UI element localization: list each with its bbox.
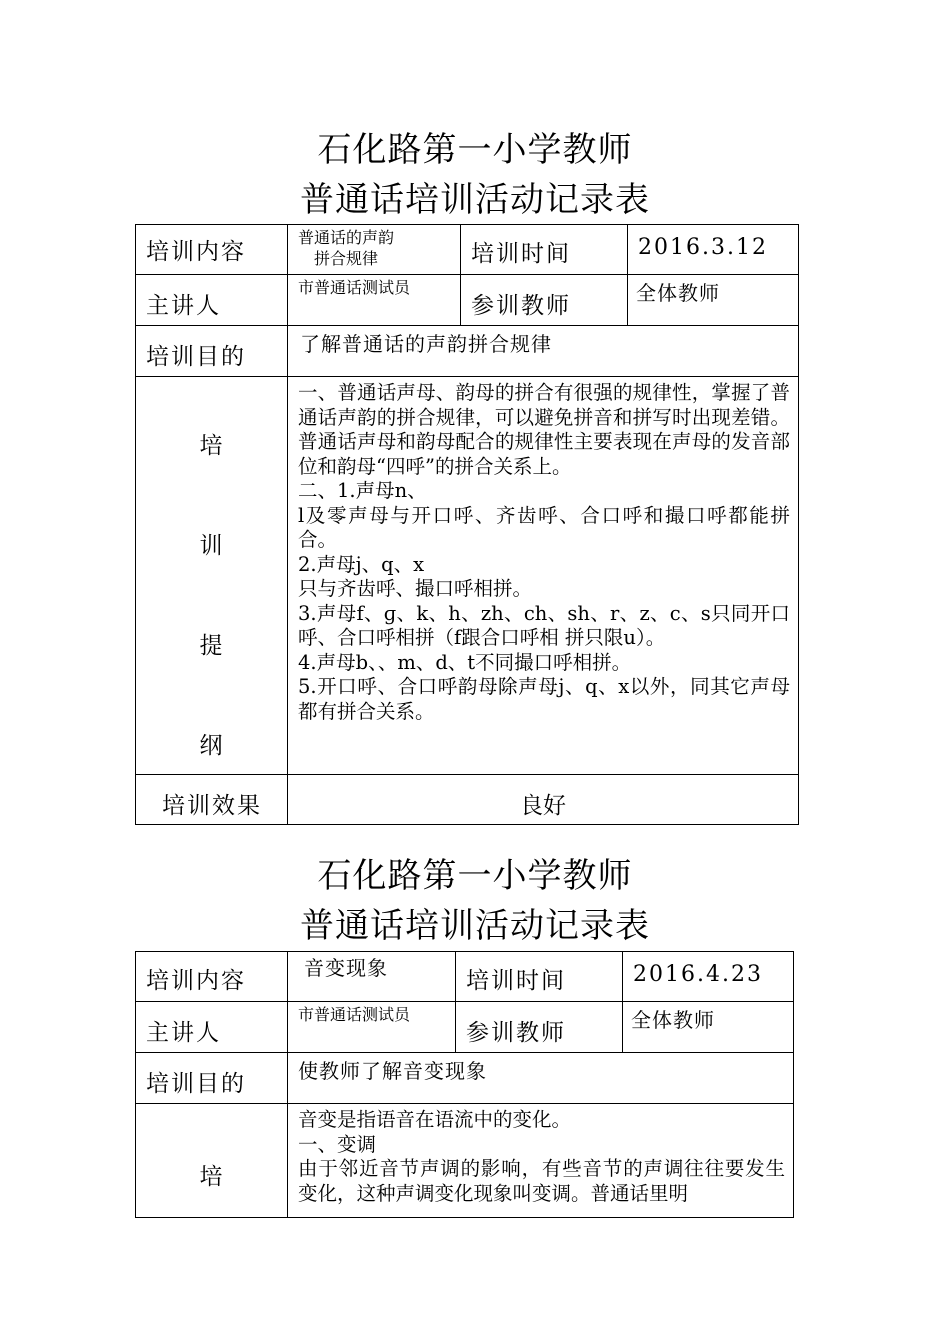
record2-title-line2: 普通话培训活动记录表: [300, 906, 650, 946]
content-label: 培训内容: [136, 952, 288, 1002]
outline-paragraph: 由于邻近音节声调的影响，有些音节的声调往往要发生变化，这种声调变化现象叫变调。普通话里明: [298, 1157, 785, 1205]
content-value-line1: 普通话的声韵: [298, 228, 395, 247]
time-label: 培训时间: [461, 225, 628, 275]
outline-paragraph: l及零声母与开口呼、齐齿呼、合口呼和撮口呼都能拼合。: [298, 503, 790, 551]
content-value-line2: 拼合规律: [314, 249, 379, 268]
outline-paragraph: 3.声母f、ɡ、k、h、zh、ch、sh、r、z、c、s只同开口呼、合口呼相拼（f跟合口呼相 拼只限u）。: [298, 601, 790, 649]
effect-label: 培训效果: [136, 775, 288, 825]
speaker-label: 主讲人: [136, 275, 288, 326]
content-value: 音变现象: [288, 952, 456, 1002]
participants-label: 参训教师: [456, 1002, 623, 1053]
outline-label: [136, 377, 288, 775]
participants-value: 全体教师: [623, 1002, 794, 1053]
participants-value: 全体教师: [628, 275, 799, 326]
record2-title-line1: 石化路第一小学教师: [317, 856, 633, 896]
record1-title-line1: 石化路第一小学教师: [317, 130, 633, 170]
effect-value: 良好: [288, 775, 799, 825]
outline-paragraph: 2.声母j、q、x: [298, 552, 425, 576]
record1-table: [135, 224, 799, 825]
purpose-value: 了解普通话的声韵拼合规律: [288, 326, 799, 377]
participants-label: 参训教师: [461, 275, 628, 326]
speaker-value: 市普通话测试员: [288, 275, 461, 326]
outline-paragraph: 5.开口呼、合口呼韵母除声母j、q、x以外，同其它声母都有拼合关系。: [298, 675, 790, 723]
outline-char-4: 纲: [199, 733, 223, 759]
outline-paragraph: 音变是指语音在语流中的变化。: [298, 1108, 572, 1131]
outline-char-3: 提: [199, 633, 223, 659]
time-label: 培训时间: [456, 952, 623, 1002]
purpose-value: 使教师了解音变现象: [288, 1053, 794, 1104]
outline-char-1: 培: [199, 433, 223, 459]
outline-content: [288, 1104, 794, 1218]
outline-char-1: 培: [199, 1164, 223, 1190]
speaker-label: 主讲人: [136, 1002, 288, 1053]
outline-paragraph: 4.声母b、、m、d、t不同撮口呼相拼。: [298, 650, 632, 674]
time-value: 2016.4.23: [623, 952, 794, 1002]
outline-paragraph: 只与齐齿呼、撮口呼相拼。: [298, 577, 533, 600]
outline-paragraph: 二、1.声母n、: [298, 479, 427, 502]
outline-char-2: 训: [199, 533, 223, 559]
outline-label: [136, 1104, 288, 1218]
content-value: [288, 225, 461, 275]
speaker-value: 市普通话测试员: [288, 1002, 456, 1053]
outline-paragraph: 一、变调: [298, 1132, 377, 1156]
time-value: 2016.3.12: [628, 225, 799, 275]
outline-paragraph: 一、普通话声母、韵母的拼合有很强的规律性，掌握了普通话声韵的拼合规律，可以避免拼音和拼写时出现差错。普通话声母和韵母配合的规律性主要表现在声母的发音部位和韵母“四呼”的拼合关系上。: [298, 381, 790, 478]
outline-content: [288, 377, 799, 775]
purpose-label: 培训目的: [136, 326, 288, 377]
content-label: 培训内容: [136, 225, 288, 275]
purpose-label: 培训目的: [136, 1053, 288, 1104]
record1-title-line2: 普通话培训活动记录表: [300, 180, 650, 220]
record2-table: [135, 951, 794, 1218]
